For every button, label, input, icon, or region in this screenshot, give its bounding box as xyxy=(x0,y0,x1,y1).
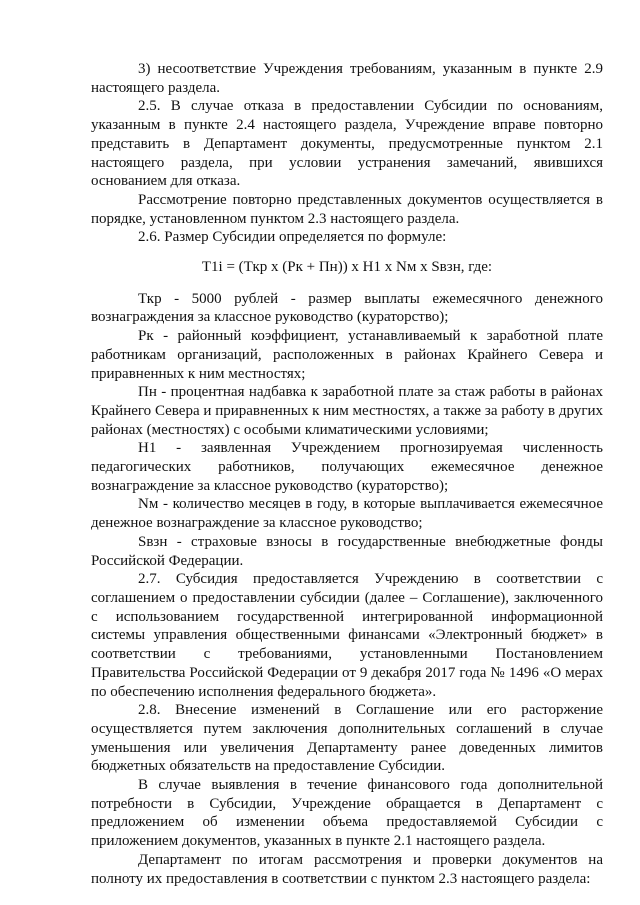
paragraph-2-5: 2.5. В случае отказа в предоставлении Субсидии по основаниям, указанным в пункте 2.4 настоящего раздела, Учреждение вправе повторно представить в Департамент документы, предусмотренные пунктом 2.1 настоящего раздела, при условии устранения замечаний, явившихся основанием для отказа. xyxy=(91,98,603,190)
definition-rk: Рк - районный коэффициент, устанавливаемый к заработной плате работникам организаций, расположенных в районах Крайнего Севера и приравненных к ним местностях; xyxy=(91,328,603,382)
definition-tkr: Ткр - 5000 рублей - размер выплаты ежемесячного денежного вознаграждения за классное руководство (кураторство); xyxy=(91,290,603,326)
paragraph-2-7: 2.7. Субсидия предоставляется Учреждению в соответствии с соглашением о предоставлении субсидии (далее – Соглашение), заключенного с использованием государственной интегрированной информационной системы управления общественными финансами «Электронный бюджет» в соответствии с требованиями, установленными Постановлением Правительства Российской Федерации от 9 декабря 2017 года № 1496 «О мерах по обеспечению исполнения федерального бюджета». xyxy=(91,571,603,700)
definition-h1: H1 - заявленная Учреждением прогнозируемая численность педагогических работников, получающих ежемесячное денежное вознаграждение за классное руководство (кураторство); xyxy=(91,440,603,494)
definition-svzn: Sвзн - страховые взносы в государственные внебюджетные фонды Российской Федерации. xyxy=(91,533,603,569)
paragraph-2-8: 2.8. Внесение изменений в Соглашение или его расторжение осуществляется путем заключения дополнительных соглашений в случае уменьшения или увеличения Департаменту ранее доведенных лимитов бюджетных обязательств на предоставление Субсидии. xyxy=(91,702,603,775)
definition-nm: Nм - количество месяцев в году, в которые выплачивается ежемесячное денежное вознаграждение за классное руководство; xyxy=(91,496,603,532)
document-page xyxy=(91,60,603,888)
paragraph-department-review: Департамент по итогам рассмотрения и проверки документов на полноту их предоставления в соответствии с пунктом 2.3 настоящего раздела: xyxy=(91,851,603,887)
paragraph-additional-need: В случае выявления в течение финансового года дополнительной потребности в Субсидии, Учреждение обращается в Департамент с предложением об изменении объема предоставляемой Субсидии с приложением документов, указанных в пункте 2.1 настоящего раздела. xyxy=(91,777,603,850)
subsidy-formula: T1i = (Ткр x (Рк + Пн)) x H1 x Nм x Sвзн, где: xyxy=(201,259,493,276)
paragraph-2-6: 2.6. Размер Субсидии определяется по формуле: xyxy=(138,229,447,246)
definition-pn: Пн - процентная надбавка к заработной плате за стаж работы в районах Крайнего Севера и приравненных к ним местностях, а также за работу в других районах (местностях) с особыми климатическими условиями; xyxy=(91,384,603,438)
paragraph-resubmission: Рассмотрение повторно представленных документов осуществляется в порядке, установленном пунктом 2.3 настоящего раздела. xyxy=(91,191,603,227)
paragraph-item-3: 3) несоответствие Учреждения требованиям, указанным в пункте 2.9 настоящего раздела. xyxy=(91,61,603,96)
